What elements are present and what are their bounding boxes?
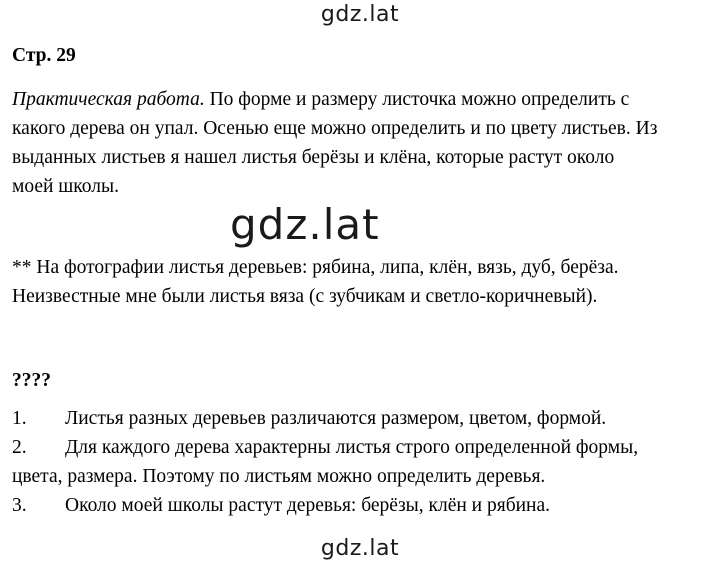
answer-item-2-continuation: цвета, размера. Поэтому по листьям можно определить деревья. bbox=[12, 466, 546, 487]
watermark-top: gdz.lat bbox=[320, 2, 400, 27]
photo-note-paragraph bbox=[12, 253, 702, 311]
practical-line-4: моей школы. bbox=[12, 176, 119, 197]
photo-note-line-2: Неизвестные мне были листья вяза (с зубчикам и светло-коричневый). bbox=[12, 286, 598, 307]
practical-lead: Практическая работа. bbox=[12, 89, 205, 110]
answer-number: 3. bbox=[12, 495, 27, 516]
practical-work-paragraph bbox=[12, 85, 702, 201]
answer-item-3 bbox=[12, 491, 702, 520]
answer-number: 2. bbox=[12, 437, 27, 458]
answer-text: Около моей школы растут деревья: берёзы, клён и рябина. bbox=[65, 495, 551, 516]
watermark-bottom: gdz.lat bbox=[320, 536, 400, 561]
page-heading: Стр. 29 bbox=[12, 45, 76, 66]
practical-line-1 bbox=[12, 85, 702, 114]
answer-text: Для каждого дерева характерны листья строго определенной формы, bbox=[65, 437, 639, 458]
answer-number: 1. bbox=[12, 408, 27, 429]
photo-note-line-1: ** На фотографии листья деревьев: рябина, липа, клён, вязь, дуб, берёза. bbox=[12, 257, 619, 278]
watermark-middle: gdz.lat bbox=[230, 200, 380, 249]
answers-list bbox=[12, 404, 702, 520]
practical-line-1-text: По форме и размеру листочка можно определить с bbox=[204, 89, 630, 110]
practical-line-2: какого дерева он упал. Осенью еще можно определить и по цвету листьев. Из bbox=[12, 118, 658, 139]
practical-line-3: выданных листьев я нашел листья берёзы и клёна, которые растут около bbox=[12, 147, 615, 168]
answer-item-2 bbox=[12, 433, 702, 462]
answer-text: Листья разных деревьев различаются размером, цветом, формой. bbox=[65, 408, 607, 429]
answer-item-1 bbox=[12, 404, 702, 433]
questions-heading: ???? bbox=[12, 370, 51, 391]
